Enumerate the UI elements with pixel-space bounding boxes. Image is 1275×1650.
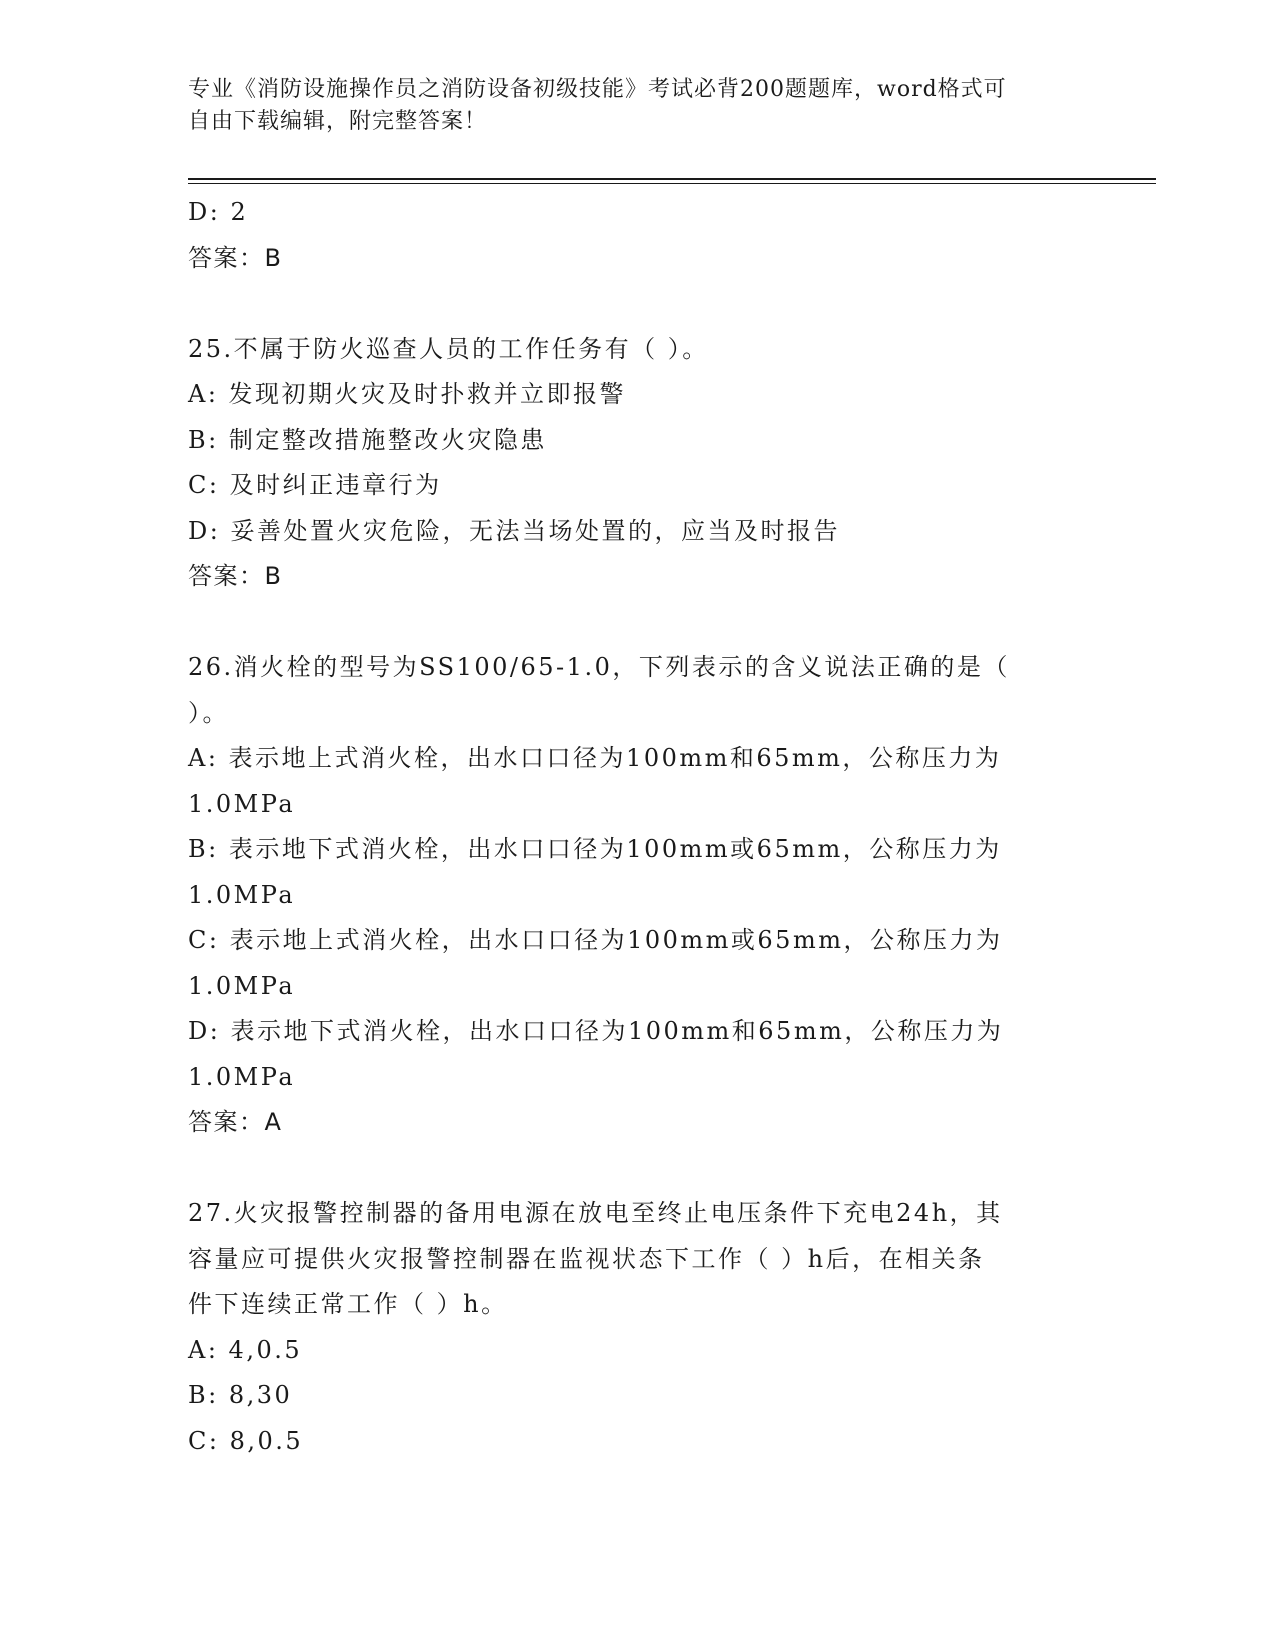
question-stem: 25.不属于防火巡查人员的工作任务有（ ）。 <box>188 334 709 363</box>
spacer <box>188 281 1108 327</box>
question-stem-line-2: ）。 <box>188 698 229 727</box>
option-b-line-2: 1.0MPa <box>188 880 296 909</box>
option-d-line-2: 1.0MPa <box>188 1062 296 1091</box>
prev-option-d: D: 2 <box>188 198 249 226</box>
header-rule-thin <box>188 183 1156 184</box>
option-b-line-1: B: 表示地下式消火栓，出水口口径为100mm或65mm，公称压力为 <box>188 835 1002 863</box>
option-c: C: 8,0.5 <box>188 1426 304 1455</box>
question-26 <box>188 645 1108 1146</box>
answer: 答案：A <box>188 1108 283 1136</box>
spacer <box>188 600 1108 646</box>
answer: 答案：B <box>188 562 283 590</box>
option-a-line-1: A: 表示地上式消火栓，出水口口径为100mm和65mm，公称压力为 <box>188 744 1002 772</box>
question-stem-line-1: 26.消火栓的型号为SS100/65-1.0，下列表示的含义说法正确的是（ <box>188 653 1010 681</box>
question-list <box>188 190 1108 1464</box>
option-c-line-2: 1.0MPa <box>188 971 296 1000</box>
option-a: A: 发现初期火灾及时扑救并立即报警 <box>188 380 627 408</box>
question-stem-line-3: 件下连续正常工作（ ）h。 <box>188 1290 508 1318</box>
option-a: A: 4,0.5 <box>188 1335 303 1364</box>
option-d: D: 妥善处置火灾危险，无法当场处置的，应当及时报告 <box>188 516 840 545</box>
spacer <box>188 1146 1108 1192</box>
page-header <box>188 74 1088 138</box>
prev-answer: 答案：B <box>188 243 283 272</box>
option-c-line-1: C: 表示地上式消火栓，出水口口径为100mm或65mm，公称压力为 <box>188 926 1003 954</box>
option-d-line-1: D: 表示地下式消火栓，出水口口径为100mm和65mm，公称压力为 <box>188 1017 1004 1045</box>
header-title-line-1: 专业《消防设施操作员之消防设备初级技能》考试必背200题题库，word格式可 <box>188 77 1007 102</box>
header-rule-thick <box>188 178 1156 180</box>
header-title-line-2: 自由下载编辑，附完整答案！ <box>188 109 488 134</box>
question-stem-line-2: 容量应可提供火灾报警控制器在监视状态下工作（ ）h后，在相关条 <box>188 1244 985 1273</box>
option-a-line-2: 1.0MPa <box>188 789 296 818</box>
option-b: B: 8,30 <box>188 1381 293 1409</box>
option-c: C: 及时纠正违章行为 <box>188 471 442 499</box>
question-27 <box>188 1191 1108 1464</box>
question-25 <box>188 327 1108 600</box>
option-b: B: 制定整改措施整改火灾隐患 <box>188 425 547 454</box>
question-stem-line-1: 27.火灾报警控制器的备用电源在放电至终止电压条件下充电24h，其 <box>188 1199 1003 1227</box>
